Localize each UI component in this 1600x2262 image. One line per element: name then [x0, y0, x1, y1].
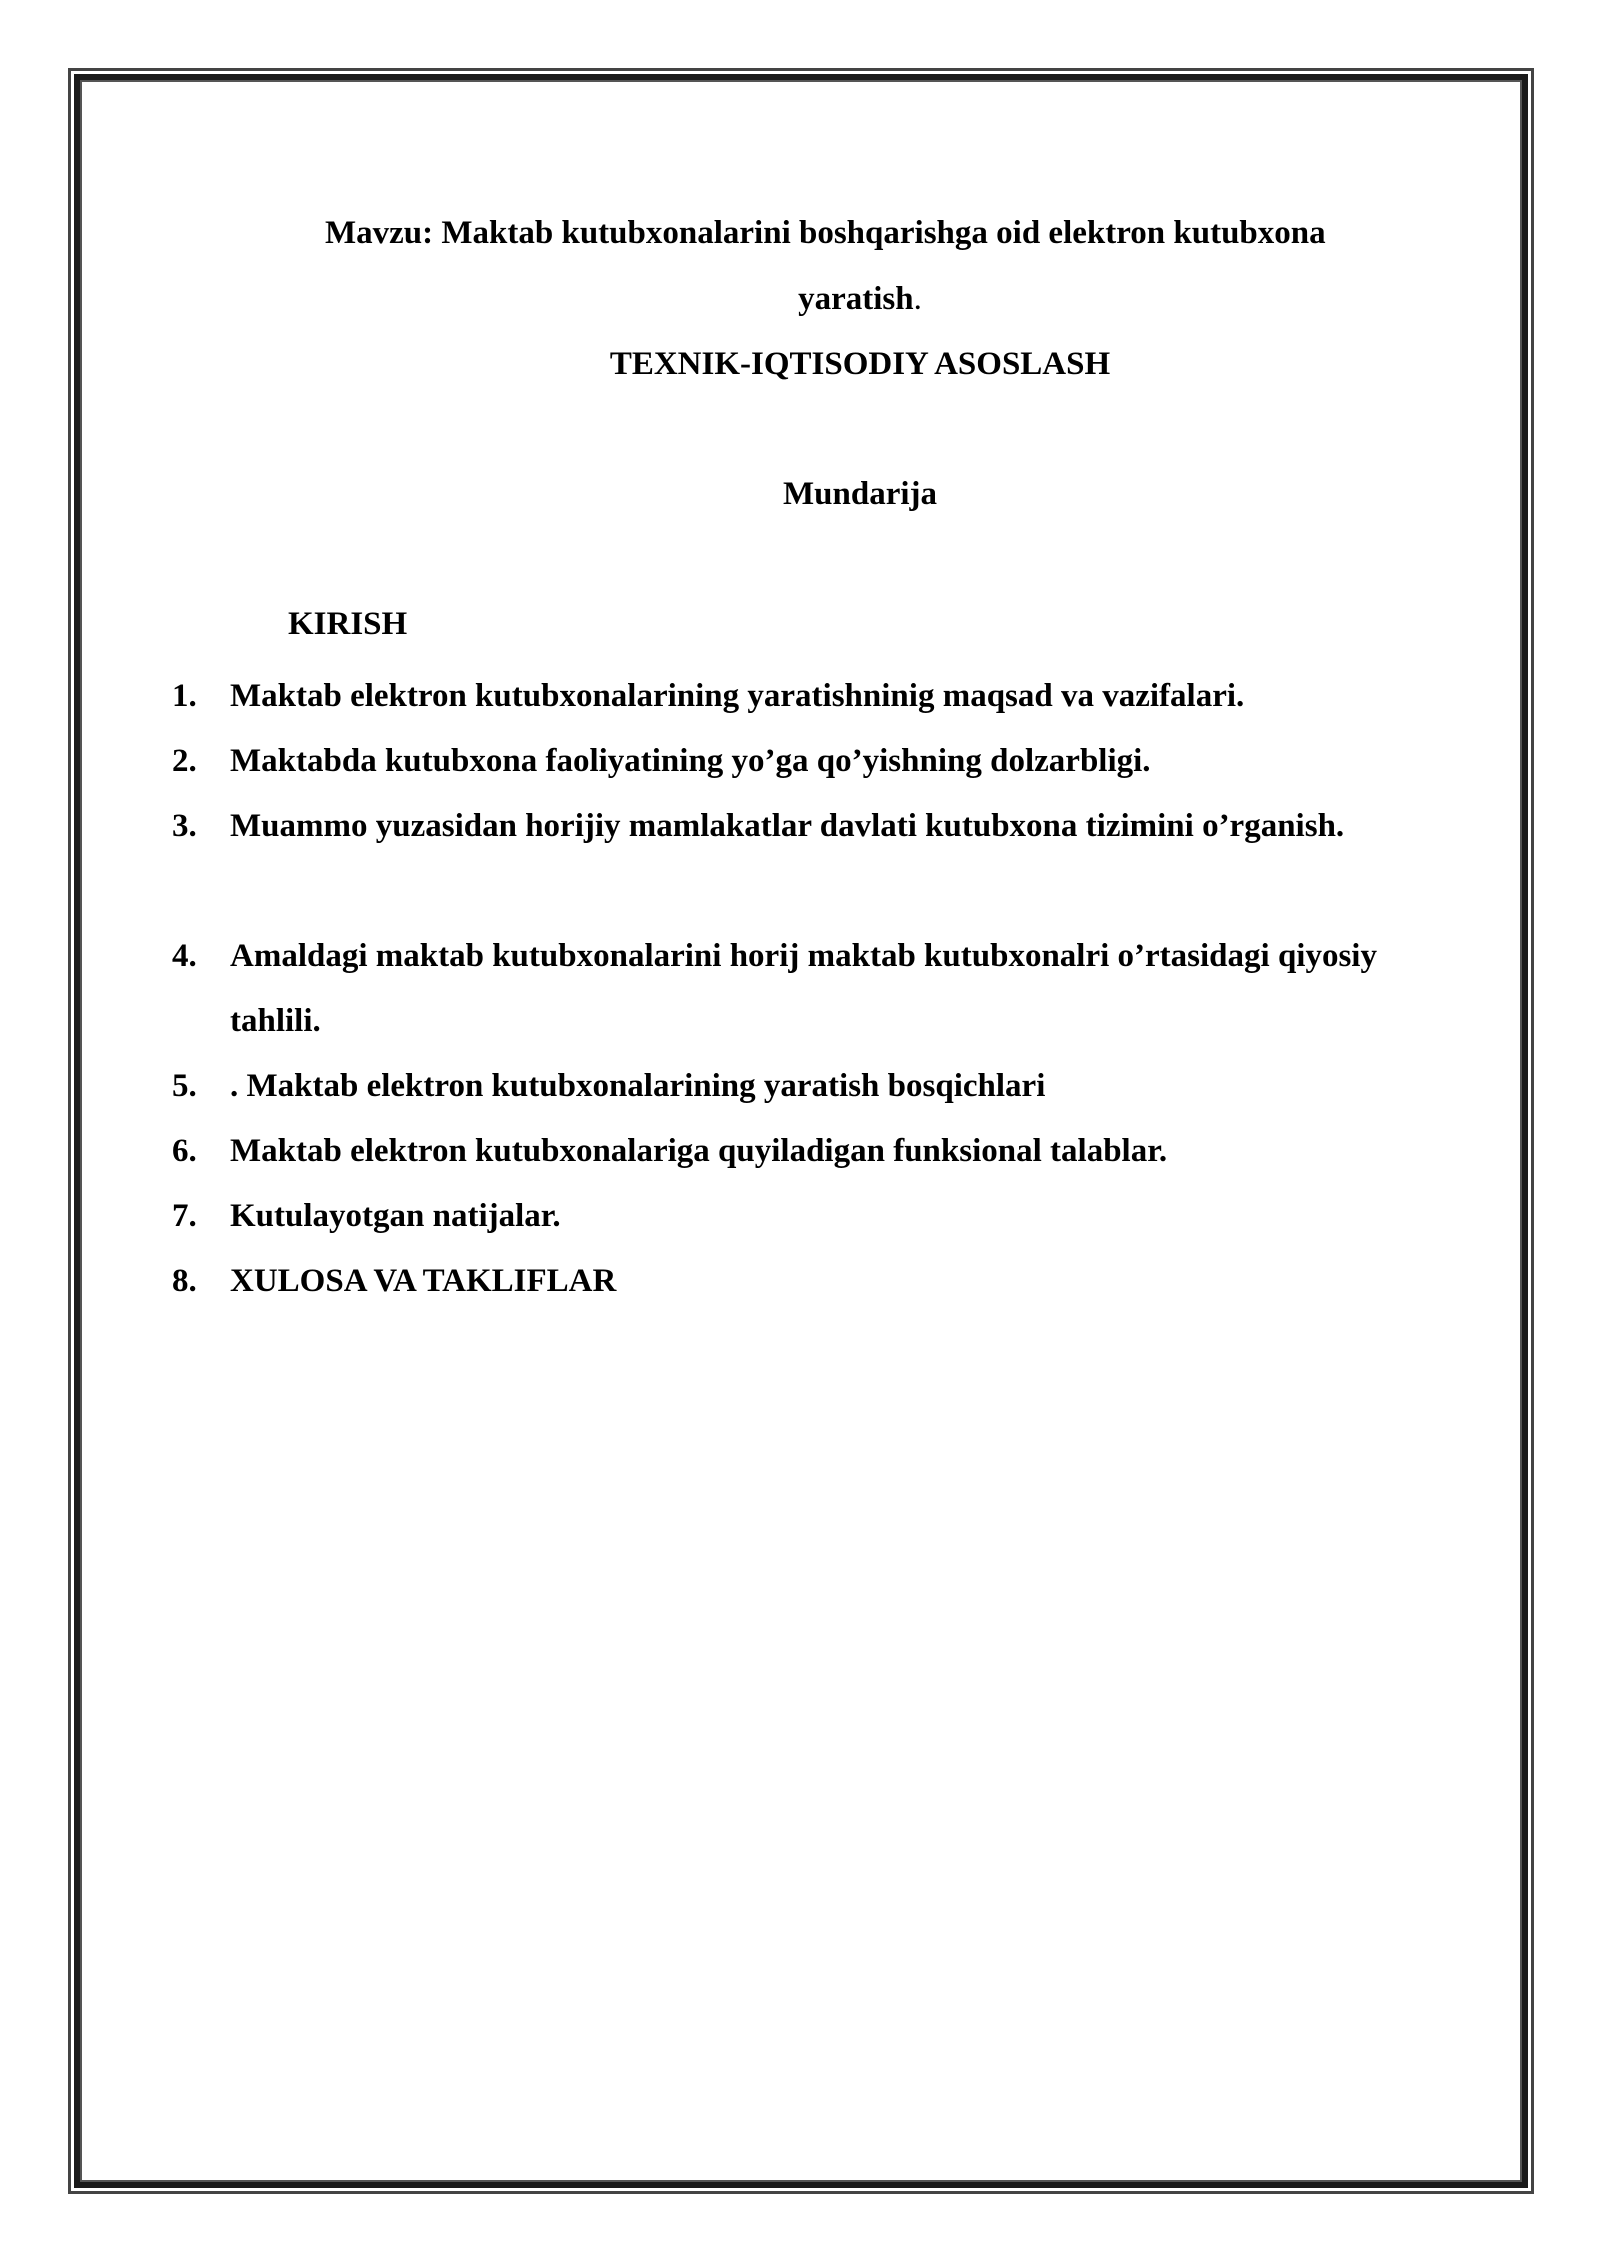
toc-item-text: Maktab elektron kutubxonalarining yaratishninig maqsad va vazifalari.: [230, 678, 1245, 714]
toc-item-text: Muammo yuzasidan horijiy mamlakatlar davlati kutubxona tizimini o’rganish.: [230, 808, 1345, 844]
toc-item-text: XULOSA VA TAKLIFLAR: [230, 1263, 617, 1299]
toc-heading: Mundarija: [782, 476, 937, 512]
document-title: Mavzu: Maktab kutubxonalarini boshqarishga oid elektron kutubxona: [325, 215, 1326, 251]
toc-item-number: 8.: [172, 1263, 197, 1299]
toc-item-number: 7.: [172, 1198, 197, 1234]
toc-item-number: 5.: [172, 1068, 197, 1104]
toc-item-number: 4.: [172, 938, 197, 974]
toc-item-number: 2.: [172, 743, 197, 779]
toc-item-number: 6.: [172, 1133, 197, 1169]
toc-item-text: Amaldagi maktab kutubxonalarini horij maktab kutubxonalri o’rtasidagi qiyosiy tahlili.: [230, 938, 1377, 1039]
document-subtitle: TEXNIK-IQTISODIY ASOSLASH: [609, 346, 1111, 382]
toc-item-number: 3.: [172, 808, 197, 844]
document-title-period: .: [913, 281, 922, 317]
toc-item-text: . Maktab elektron kutubxonalarining yaratish bosqichlari: [230, 1068, 1046, 1104]
toc-item-number: 1.: [172, 678, 197, 714]
toc-item-text: Kutulayotgan natijalar.: [230, 1198, 561, 1234]
document-title-line2: yaratish: [798, 281, 914, 317]
document-title-continued: [0, 283, 1600, 316]
toc-item-text: Maktab elektron kutubxonalariga quyiladigan funksional talablar.: [230, 1133, 1168, 1169]
toc-item-text: Maktabda kutubxona faoliyatining yo’ga qo’yishning dolzarbligi.: [230, 743, 1151, 779]
toc-intro: KIRISH: [288, 606, 408, 642]
